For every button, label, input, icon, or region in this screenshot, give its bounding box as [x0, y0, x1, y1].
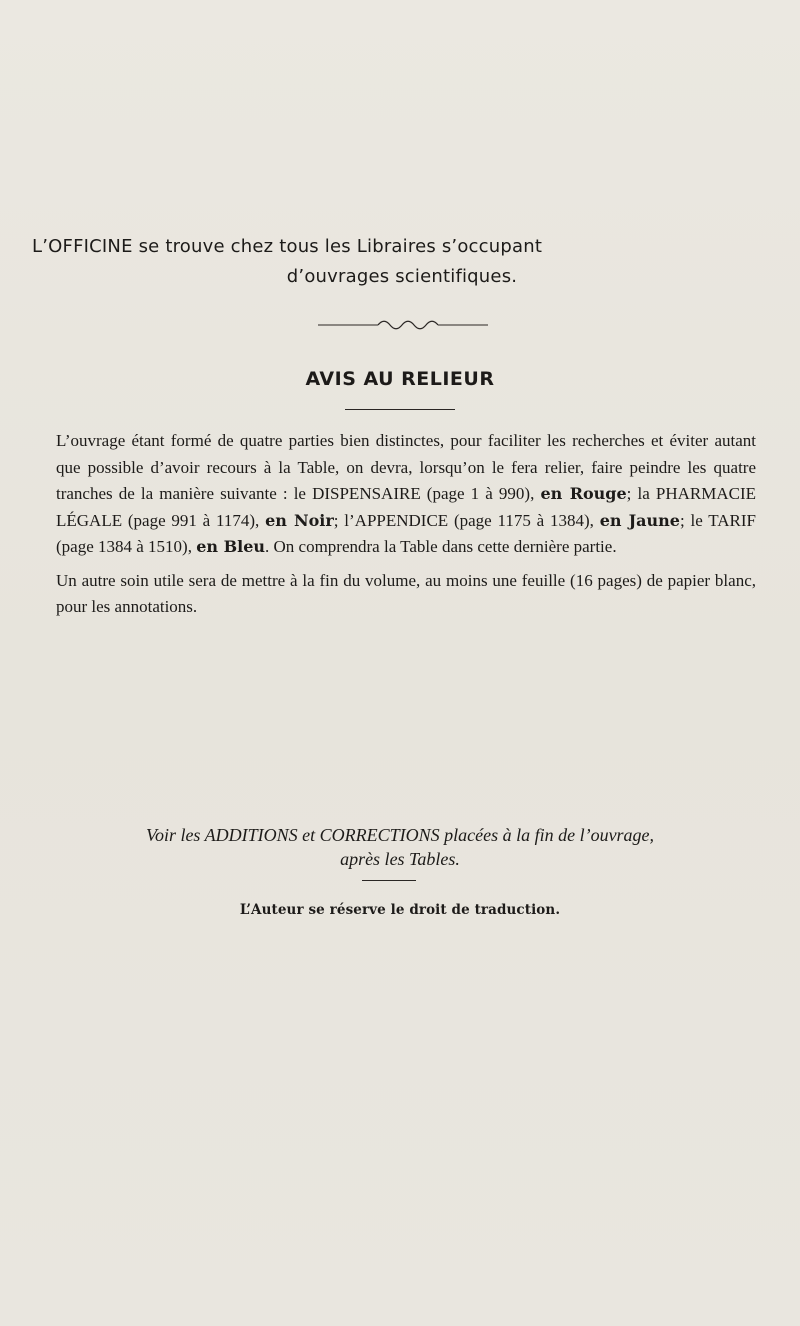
see-also-note: [0, 823, 800, 871]
publisher-notice-line-1: L’OFFICINE se trouve chez tous les Libraires s’occupant: [32, 236, 543, 257]
notice-text-part-a: L’ouvrage étant formé de quatre parties bien distinctes, pour faciliter les recherches et éviter autant que possible d’avoir recours à la Table, on devra, lorsqu’on le fera relier, faire peindre les quatre tranches de la manière suivante : le DISPENSAIRE (page 1 à 990),: [56, 431, 756, 503]
publisher-notice-line-2: d’ouvrages scientifiques.: [286, 266, 518, 287]
notice-text-part-b: ; la PHARMACIE LÉGALE (page 991 à 1174),: [56, 484, 757, 530]
notice-text-part-e: . On comprendra la Table dans cette dernière partie.: [265, 537, 617, 556]
rights-notice: L’Auteur se réserve le droit de traduction.: [239, 902, 561, 918]
notice-text-part-d: ; le TARIF (page 1384 à 1510),: [56, 510, 756, 556]
color-black-label: en Noir: [265, 510, 334, 530]
publisher-notice: [32, 232, 772, 292]
notice-paragraph-1: [56, 428, 756, 561]
notice-body: [56, 428, 756, 628]
ornamental-divider: [318, 318, 488, 330]
title-underline: [345, 409, 455, 410]
see-also-line-1: Voir les ADDITIONS et CORRECTIONS placées à la fin de l’ouvrage,: [145, 825, 655, 845]
color-yellow-label: en Jaune: [599, 510, 680, 530]
separator-rule: [362, 880, 416, 881]
notice-text-part-c: ; l’APPENDICE (page 1175 à 1384),: [333, 510, 600, 530]
color-red-label: en Rouge: [540, 484, 627, 503]
notice-paragraph-2: Un autre soin utile sera de mettre à la fin du volume, au moins une feuille (16 pages) de papier blanc, pour les annotations.: [56, 570, 756, 616]
color-blue-label: en Bleu: [196, 537, 266, 556]
see-also-line-2: après les Tables.: [340, 849, 460, 869]
notice-title: AVIS AU RELIEUR: [305, 368, 495, 390]
